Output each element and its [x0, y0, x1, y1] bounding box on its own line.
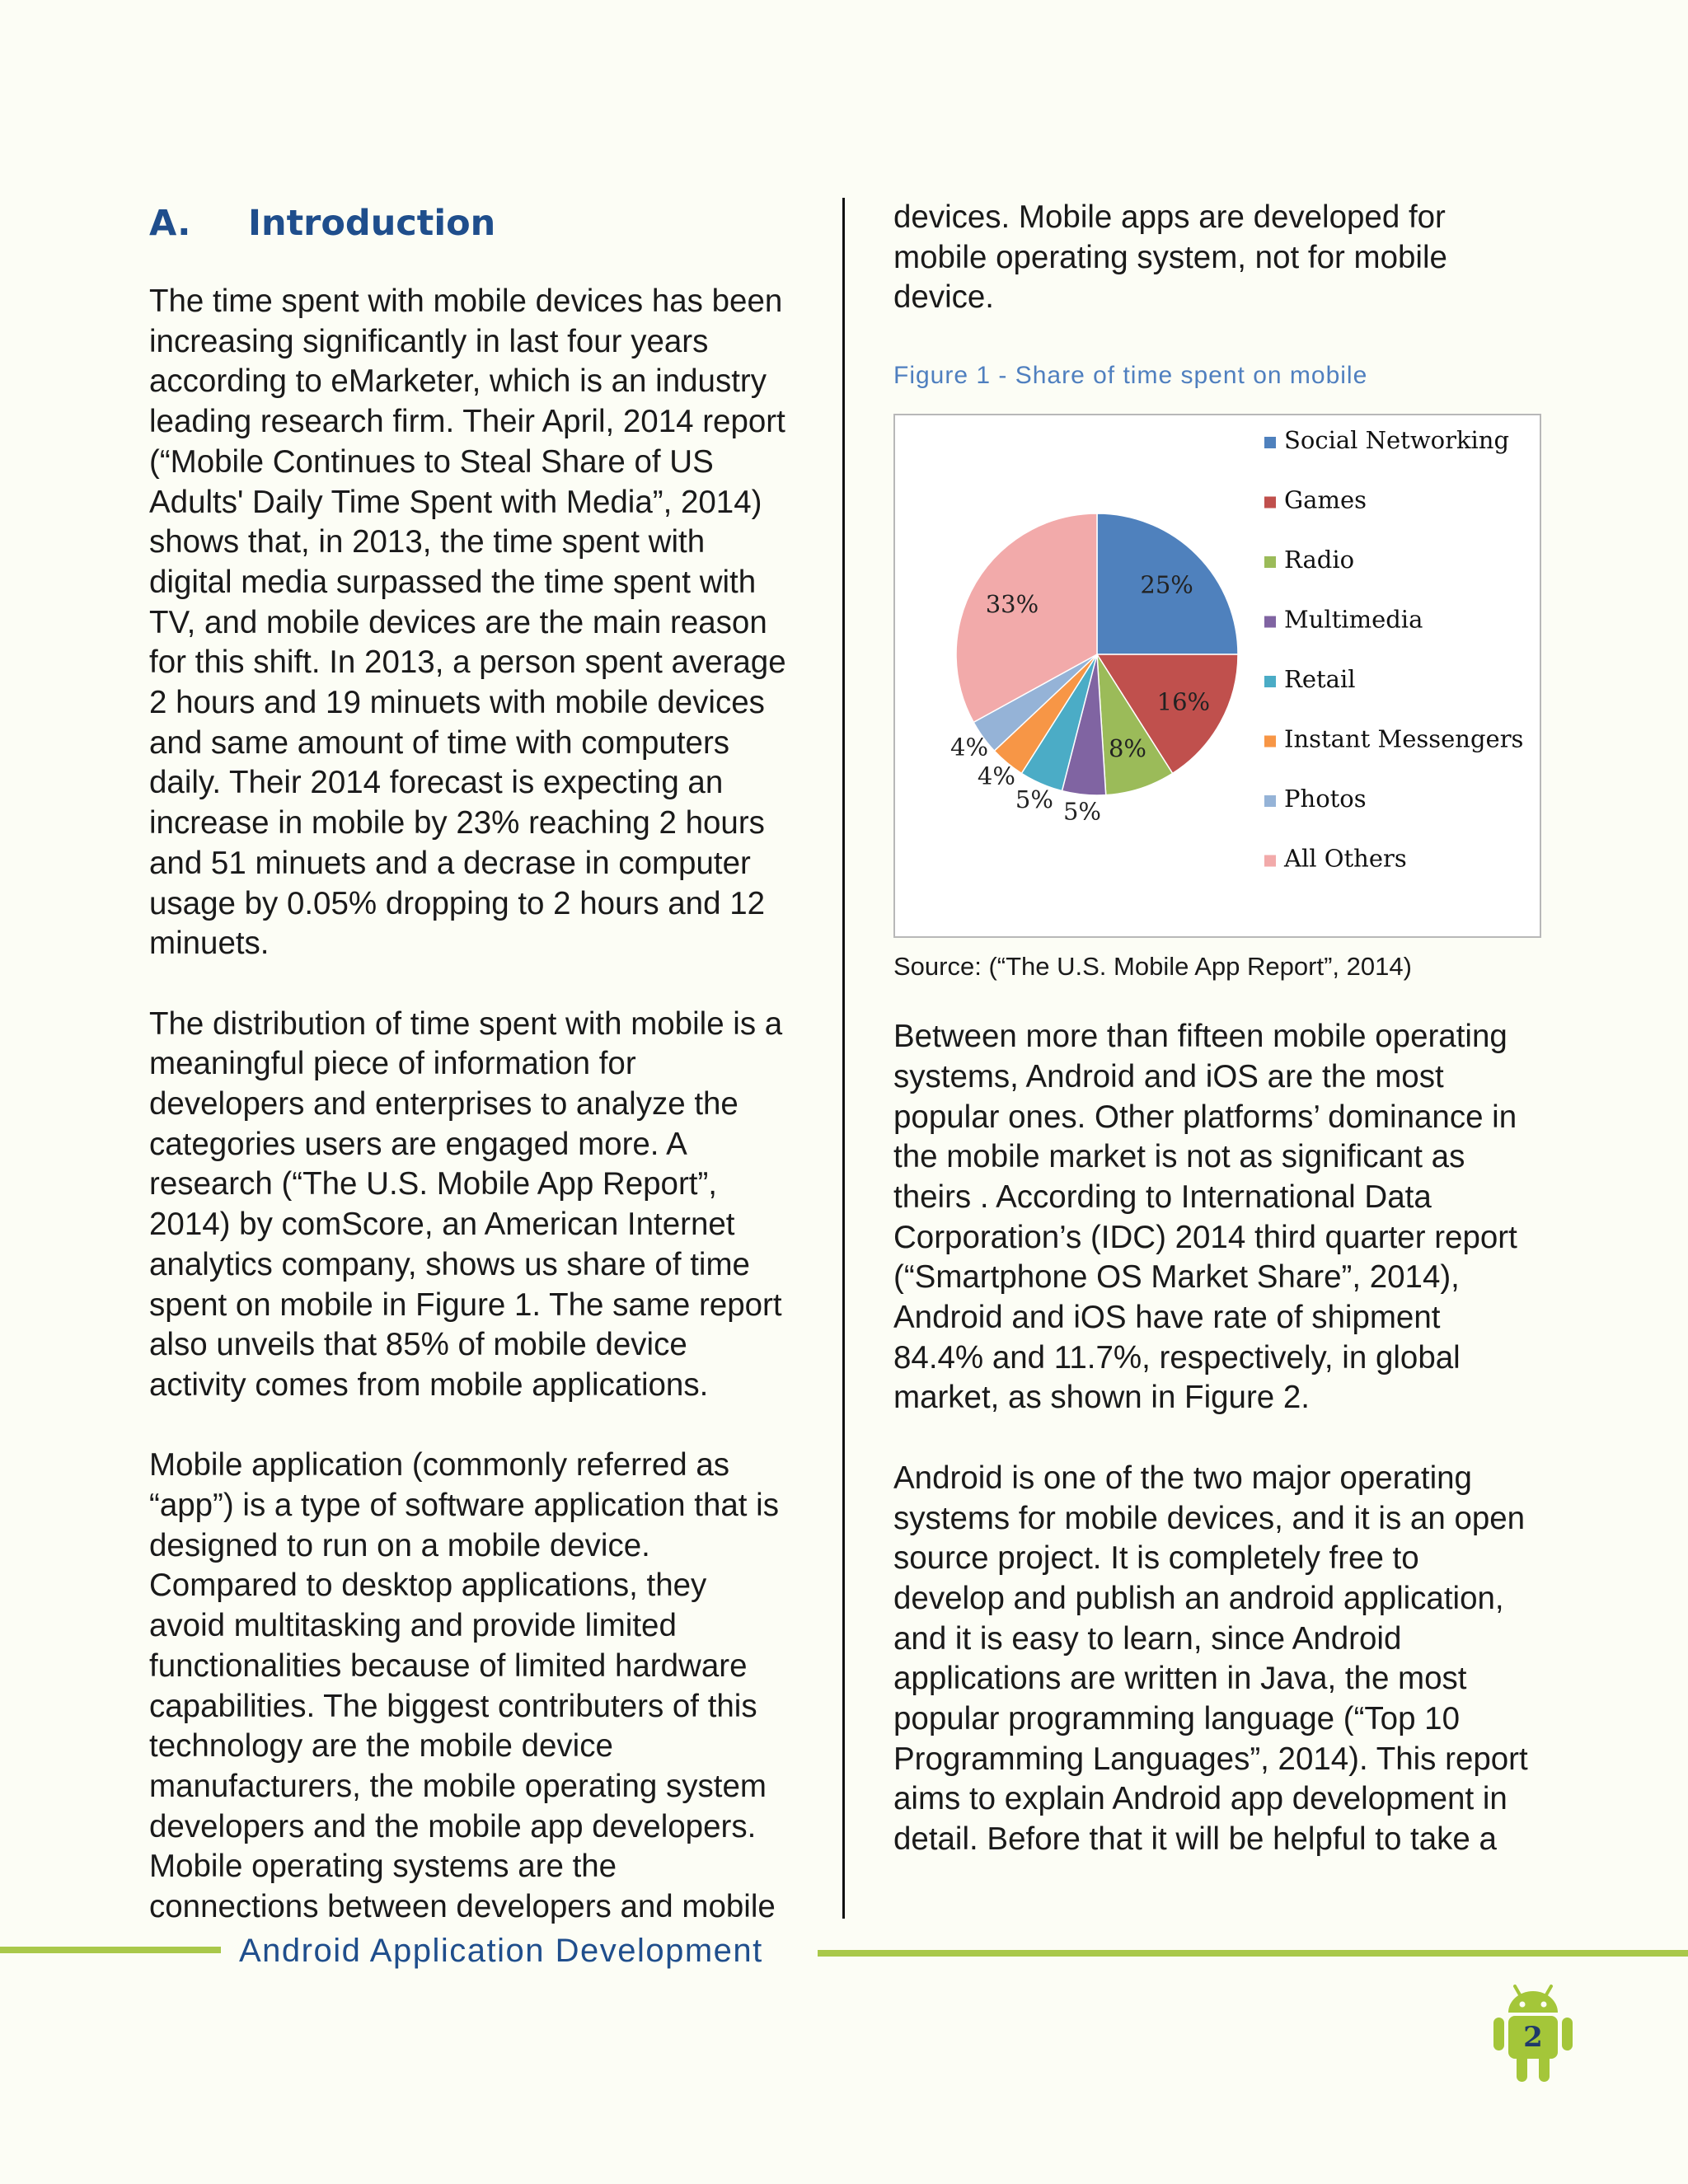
pie-data-label: 4%: [950, 733, 989, 762]
text-line: Mobile operating systems are the: [149, 1849, 617, 1885]
section-title: Introduction: [248, 203, 496, 244]
text-line: research (“The U.S. Mobile App Report”,: [149, 1166, 717, 1202]
text-line: Compared to desktop applications, they: [149, 1568, 707, 1604]
paragraph: [893, 1017, 1553, 1418]
text-line: manufacturers, the mobile operating system: [149, 1768, 767, 1804]
text-line: developers and enterprises to analyze the: [149, 1086, 738, 1122]
text-line: also unveils that 85% of mobile device: [149, 1327, 687, 1363]
text-line: and it is easy to learn, since Android: [893, 1620, 1402, 1657]
text-line: developers and the mobile app developers.: [149, 1808, 757, 1844]
text-line: designed to run on a mobile device.: [149, 1527, 650, 1563]
legend-swatch: [1264, 795, 1276, 807]
text-line: 84.4% and 11.7%, respectively, in global: [893, 1339, 1461, 1376]
legend-swatch: [1264, 616, 1276, 628]
legend-swatch: [1264, 497, 1276, 509]
legend-label: Retail: [1284, 665, 1356, 694]
footer-rule-right: [818, 1950, 1688, 1957]
text-line: categories users are engaged more. A: [149, 1126, 687, 1162]
figure-source: Source: (“The U.S. Mobile App Report”, 2014): [893, 952, 1412, 982]
text-line: The time spent with mobile devices has been: [149, 284, 783, 319]
legend-label: Multimedia: [1284, 605, 1423, 634]
paragraph: [893, 198, 1553, 318]
legend-label: Photos: [1284, 785, 1367, 813]
text-line: the mobile market is not as significant as: [893, 1139, 1465, 1175]
text-line: popular ones. Other platforms’ dominance in: [893, 1099, 1517, 1135]
pie-data-label: 25%: [1140, 570, 1193, 599]
text-line: systems for mobile devices, and it is an open: [893, 1500, 1526, 1536]
text-line: market, as shown in Figure 2.: [893, 1380, 1310, 1416]
text-line: activity comes from mobile applications.: [149, 1366, 709, 1403]
legend-swatch: [1264, 736, 1276, 748]
text-line: usage by 0.05% dropping to 2 hours and 12: [149, 885, 766, 921]
text-line: Adults' Daily Time Spent with Media”, 2014): [149, 484, 762, 520]
column-divider: [842, 198, 845, 1919]
text-line: spent on mobile in Figure 1. The same report: [149, 1286, 782, 1323]
text-line: meaningful piece of information for: [149, 1046, 636, 1082]
paragraph: [893, 1459, 1553, 1860]
text-line: “app”) is a type of software application that is: [149, 1488, 779, 1524]
legend-label: All Others: [1284, 844, 1407, 873]
text-line: daily. Their 2014 forecast is expecting an: [149, 765, 724, 801]
legend-label: Radio: [1284, 546, 1355, 574]
text-line: detail. Before that it will be helpful to take a: [893, 1821, 1497, 1858]
text-line: Mobile application (commonly referred as: [149, 1447, 729, 1483]
paragraph: [149, 1446, 809, 1927]
text-line: digital media surpassed the time spent with: [149, 564, 757, 600]
legend-label: Instant Messengers: [1284, 724, 1524, 753]
text-line: avoid multitasking and provide limited: [149, 1608, 677, 1644]
text-line: connections between developers and mobile: [149, 1889, 776, 1925]
text-line: technology are the mobile device: [149, 1728, 613, 1765]
text-line: devices. Mobile apps are developed for: [893, 199, 1446, 235]
pie-data-label: 8%: [1108, 733, 1146, 762]
text-line: popular programming language (“Top 10: [893, 1701, 1461, 1737]
text-line: and same amount of time with computers: [149, 724, 730, 761]
text-line: device.: [893, 279, 994, 316]
pie-data-label: 16%: [1156, 687, 1211, 716]
legend-swatch: [1264, 437, 1276, 448]
figure-caption: Figure 1 - Share of time spent on mobile: [893, 362, 1368, 390]
text-line: Corporation’s (IDC) 2014 third quarter report: [893, 1219, 1517, 1255]
legend-swatch: [1264, 855, 1276, 867]
footer-rule-left: [0, 1947, 221, 1953]
legend-swatch: [1264, 556, 1276, 568]
page-number: 2: [1523, 2021, 1543, 2054]
text-line: source project. It is completely free to: [893, 1540, 1419, 1577]
text-line: 2014) by comScore, an American Internet: [149, 1207, 735, 1243]
text-line: capabilities. The biggest contributers of this: [149, 1688, 757, 1724]
text-line: increasing significantly in last four years: [149, 323, 709, 359]
text-line: (“Mobile Continues to Steal Share of US: [149, 443, 714, 480]
legend-label: Games: [1284, 485, 1367, 514]
left-column: [149, 198, 809, 1967]
text-line: increase in mobile by 23% reaching 2 hours: [149, 805, 765, 841]
text-line: aims to explain Android app development in: [893, 1781, 1507, 1817]
text-line: analytics company, shows us share of time: [149, 1246, 750, 1282]
text-line: 2 hours and 19 minuets with mobile devices: [149, 685, 765, 721]
section-heading: [149, 198, 809, 249]
text-line: functionalities because of limited hardware: [149, 1647, 748, 1684]
text-line: systems, Android and iOS are the most: [893, 1058, 1444, 1094]
pie-chart-frame: [893, 414, 1541, 938]
text-line: develop and publish an android application,: [893, 1580, 1504, 1616]
text-line: for this shift. In 2013, a person spent average: [149, 644, 786, 681]
text-line: (“Smartphone OS Market Share”, 2014),: [893, 1259, 1460, 1296]
text-line: applications are written in Java, the most: [893, 1661, 1467, 1697]
text-line: theirs . According to International Data: [893, 1179, 1432, 1215]
text-line: Between more than fifteen mobile operating: [893, 1019, 1507, 1055]
text-line: and 51 minuets and a decrase in computer: [149, 845, 751, 881]
text-line: leading research firm. Their April, 2014 report: [149, 404, 785, 440]
pie-data-label: 4%: [977, 762, 1015, 790]
legend-label: Social Networking: [1284, 426, 1510, 455]
legend-swatch: [1264, 676, 1276, 687]
text-line: shows that, in 2013, the time spent with: [149, 524, 706, 560]
text-line: Programming Languages”, 2014). This report: [893, 1741, 1528, 1777]
pie-chart: [895, 415, 1540, 936]
text-line: minuets.: [149, 926, 270, 962]
footer-title: Android Application Development: [239, 1933, 763, 1969]
pie-data-label: 5%: [1015, 785, 1053, 813]
paragraph: [149, 282, 809, 964]
text-line: TV, and mobile devices are the main reason: [149, 604, 767, 640]
text-line: according to eMarketer, which is an industry: [149, 363, 767, 400]
android-logo-icon: [1484, 1978, 1582, 2085]
text-line: Android and iOS have rate of shipment: [893, 1300, 1441, 1336]
text-line: Android is one of the two major operating: [893, 1460, 1472, 1496]
text-line: mobile operating system, not for mobile: [893, 239, 1447, 275]
pie-data-label: 33%: [985, 590, 1039, 619]
section-number: A.: [149, 203, 191, 244]
right-column: [893, 198, 1553, 1900]
paragraph: [149, 1005, 809, 1406]
pie-data-label: 5%: [1062, 797, 1101, 826]
text-line: The distribution of time spent with mobile is a: [149, 1005, 783, 1042]
